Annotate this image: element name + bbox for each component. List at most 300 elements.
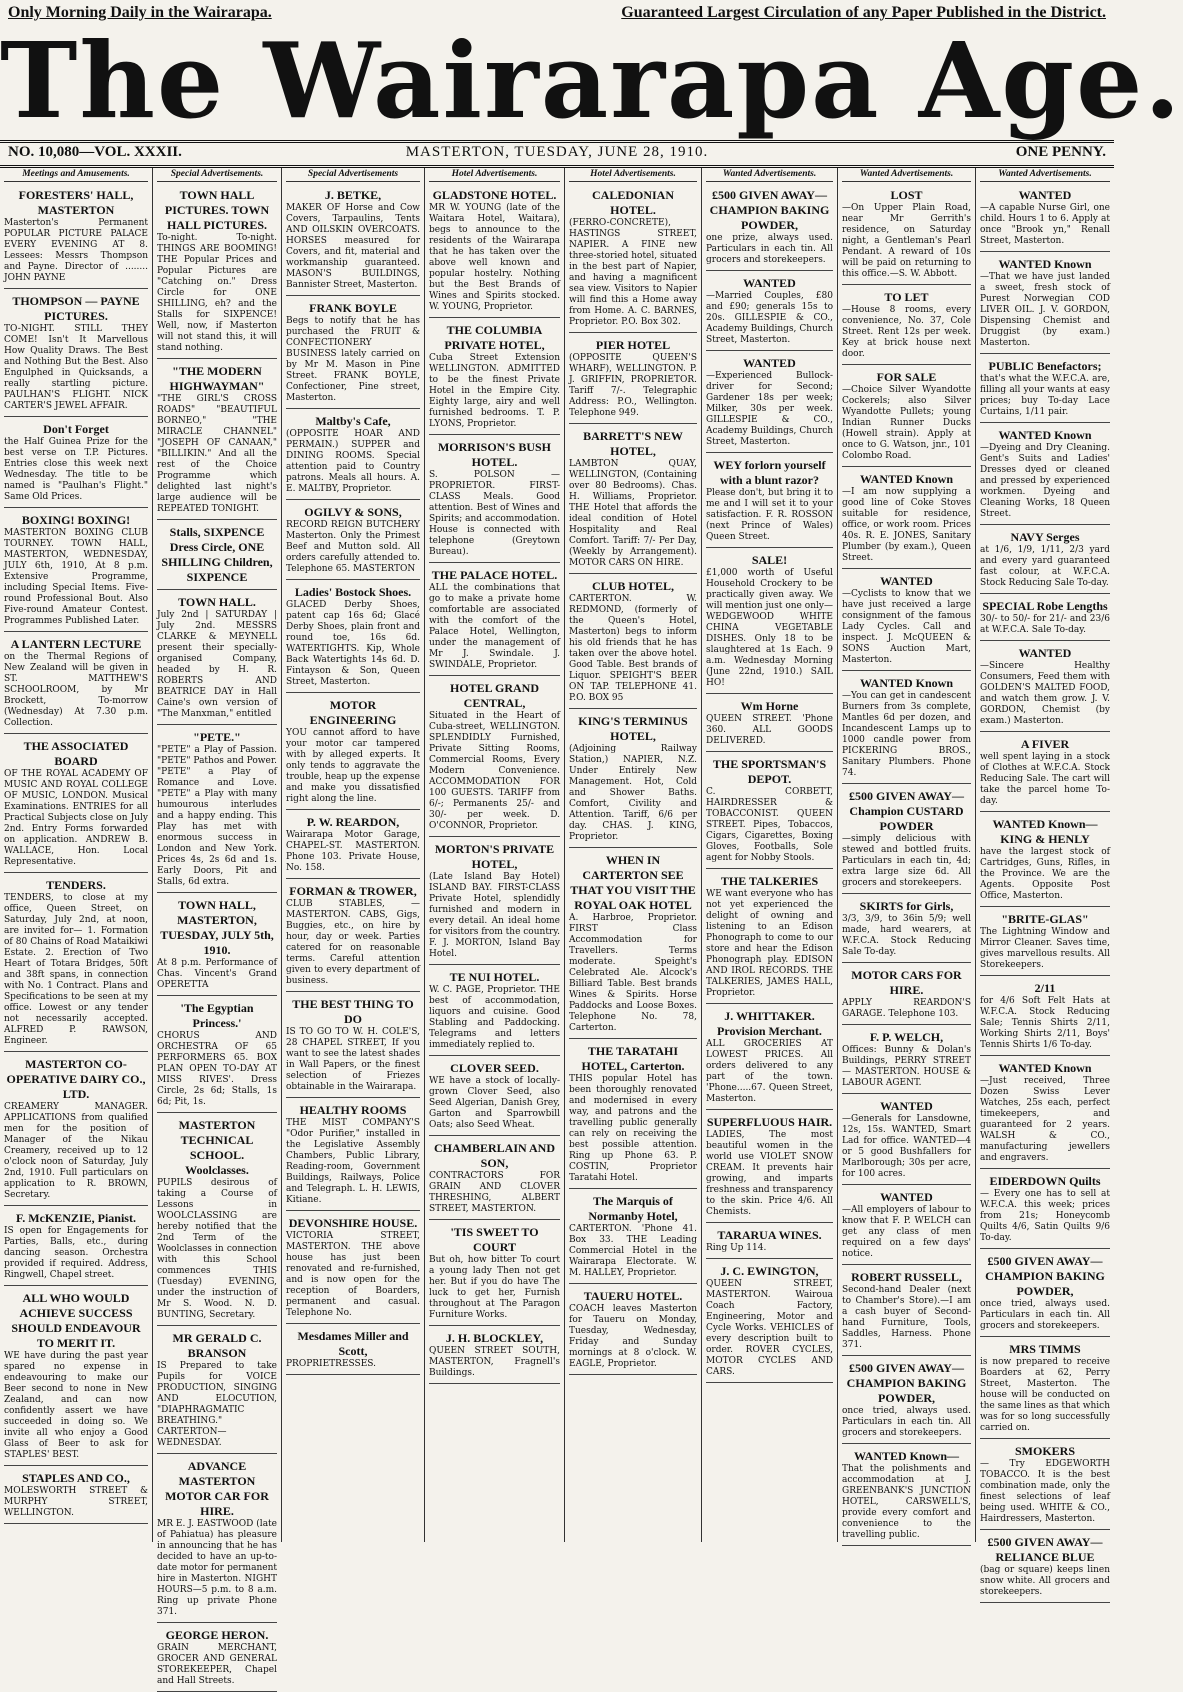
advertisement: [157, 998, 277, 1113]
advertisement-heading: WANTED: [1018, 188, 1072, 202]
advertisement: [4, 634, 148, 734]
advertisement-body: CARTERTON. W. REDMOND, (formerly of the Queen's Hotel, Masterton) begs to inform his old friends that he has taken over the above hotel. Good Table. Best brands of Liquor. SPEIGHT'S BEER ON TAP. TELEPHONE 41. P.O. BOX 95: [569, 594, 697, 703]
advertisement-heading: WANTED Known: [859, 472, 954, 486]
advertisement: [569, 1286, 697, 1375]
advertisement-body: well spent laying in a stock of Clothes at W.F.C.A. Stock Reducing Sale. The cart will take the parcel home To-day.: [980, 752, 1110, 806]
advertisement-heading: THOMPSON — PAYNE PICTURES.: [12, 294, 140, 323]
advertisement-heading: EIDERDOWN Quilts: [989, 1174, 1101, 1188]
column-2: [153, 168, 282, 1686]
advertisement: [157, 1625, 277, 1692]
advertisement: [842, 673, 971, 784]
advertisement: [429, 1138, 560, 1220]
dateline: [0, 140, 1114, 168]
advertisement-body: PROPRIETRESSES.: [286, 1359, 376, 1369]
advertisement-heading: FORMAN & TROWER,: [289, 884, 417, 898]
advertisement: [569, 1041, 697, 1189]
advertisement-body: (bag or square) keeps linen snow white. All grocers and storekeepers.: [980, 1565, 1110, 1597]
advertisement-heading: STAPLES AND CO.,: [22, 1471, 130, 1485]
advertisement-body: —I am now supplying a good line of Coke Stoves suitable for residence, office, or work room. Prices 40s. R. E. JONES, Sanitary Plumber (by exam.), Queen Street.: [842, 487, 971, 563]
advertisement-heading: "PETE.": [193, 730, 241, 744]
column-heading: Hotel Advertisements.: [429, 168, 560, 182]
issue-number: NO. 10,080—VOL. XXXII.: [8, 144, 182, 160]
advertisement-body: 3/3, 3/9, to 36in 5/9; well made, hard wearers, at W.F.C.A. Stock Reducing Sale To-day.: [842, 914, 971, 957]
advertisement-heading: ALL WHO WOULD ACHIEVE SUCCESS SHOULD ENDEAVOUR TO MERIT IT.: [11, 1291, 141, 1350]
advertisement: [706, 1006, 833, 1110]
column-6: [702, 168, 838, 1542]
advertisement: [980, 425, 1110, 525]
advertisement: [286, 582, 420, 693]
advertisement-body: Please don't, but bring it to me and I will set it to your satisfaction. F. R. ROSSON (next Prince of Wales) Queen Street.: [706, 488, 833, 542]
advertisement-body: CLUB STABLES, — MASTERTON. CABS, Gigs, Buggies, etc., on hire by hour, day or week. Parties catered for on reasonable terms. Careful attention given to every department of business.: [286, 899, 420, 986]
advertisement: [842, 571, 971, 671]
advertisement-body: (OPPOSITE HOAR AND PERMAIN.) SUPPER and DINING ROOMS. Special attention paid to Country patrons. Meals all hours. A. E. MALTBY, Proprietor.: [286, 429, 420, 494]
advertisement-body: THIS popular Hotel has been thoroughly renovated and modernised in every way, and patrons and the travelling public generally can rely on receiving the best possible attention. Ring up Phone 63. P. COSTIN, Proprietor Taratahi Hotel.: [569, 1074, 697, 1183]
advertisement-body: YOU cannot afford to have your motor car tampered with by alleged experts. It only tends to aggravate the trouble, heap up the expense and make you dissatisfied right along the line.: [286, 728, 420, 804]
advertisement: [4, 291, 148, 417]
advertisement: [157, 1115, 277, 1326]
advertisement-heading: ROBERT RUSSELL,: [851, 1270, 962, 1284]
advertisement: [4, 185, 148, 289]
advertisement-body: £1,000 worth of Useful Household Crockery to be practically given away. We will mention just one only—WEDGEWOOD WHITE CHINA VEGETABLE DISHES. Only 18 to be slaughtered at 1s Each. 9 a.m. Wednesday Morning (June 22nd, 1910.) SAIL HO!: [706, 568, 833, 688]
advertisement: [4, 1288, 148, 1466]
strapline-right: Guaranteed Largest Circulation of any Paper Published in the District.: [621, 4, 1106, 21]
advertisement-heading: FORESTERS' HALL, MASTERTON: [18, 188, 134, 217]
column-heading: Wanted Advertisements.: [842, 168, 971, 182]
advertisement: [980, 254, 1110, 354]
advertisement-heading: THE COLUMBIA PRIVATE HOTEL,: [444, 323, 545, 352]
advertisement-body: IS TO GO TO W. H. COLE'S, 28 CHAPEL STREET, If you want to see the latest shades in Wall Papers, or the finest selection of Friezes obtainable in the Wairarapa.: [286, 1027, 420, 1092]
advertisement: [706, 871, 833, 1004]
advertisement-heading: Wm Horne: [740, 699, 799, 713]
advertisement: [429, 1058, 560, 1136]
advertisement: [706, 1225, 833, 1259]
advertisement-body: TO-NIGHT. STILL THEY COME! Isn't It Marvellous How Quality Draws. The Best and Nothing But the Best. Also Engulphed in Quicksands, a really startling picture. PAULHAN'S FLIGHT. NICK CARTER'S JEWEL AFFAIR.: [4, 324, 148, 411]
advertisement-heading: £500 GIVEN AWAY—CHAMPION BAKING POWDER,: [846, 1361, 967, 1405]
advertisement-body: APPLY REARDON'S GARAGE. Telephone 103.: [842, 998, 971, 1019]
advertisement: [842, 786, 971, 894]
advertisement-heading: SPECIAL Robe Lengths: [982, 599, 1108, 613]
advertisement: [569, 576, 697, 709]
advertisement-body: THE MIST COMPANY'S "Odor Purifier," installed in the Legislative Assembly Chambers, Public Library, Reading-room, Government Buildings, Railways, Police and Telegraph. L. H. LEWIS, Kitiane.: [286, 1118, 420, 1205]
advertisement-heading: OGILVY & SONS,: [304, 505, 402, 519]
advertisement-body: GLACED Derby Shoes, patent cap 16s 6d; Glacé Derby Shoes, plain front and round toe, 16s 6d. WATERTIGHTS. Kip, Whole Back Watertights 14s 6d. D. Fintayson & Son, Queen Street, Masterton.: [286, 600, 420, 687]
advertisement-body: (Late Island Bay Hotel) ISLAND BAY. FIRST-CLASS Private Hotel, splendidly furnished and modern in every detail. An ideal home for visitors from the country. F. J. MORTON, Island Bay Hotel.: [429, 872, 560, 959]
advertisement-heading: WANTED Known: [998, 1061, 1092, 1075]
advertisement-heading: PIER HOTEL: [595, 338, 671, 352]
column-7: [838, 168, 976, 1542]
advertisement: [4, 1208, 148, 1286]
advertisement-heading: MORRISON'S BUSH HOTEL.: [437, 440, 552, 469]
advertisement-body: A. Harbroe, Proprietor. FIRST Class Accommodation for Travellers. Terms moderate. Speight's Celebrated Ale. Alcock's Billiard Table. Best brands Wines & Spirits. Horse Paddocks and Loose Boxes. Telephone No. 78, Carterton.: [569, 913, 697, 1033]
advertisement-heading: F. P. WELCH,: [869, 1030, 944, 1044]
advertisement-heading: CLOVER SEED.: [450, 1061, 539, 1075]
advertisement-heading: MASTERTON TECHNICAL SCHOOL. Woolclasses.: [178, 1118, 256, 1177]
advertisement-heading: NAVY Serges: [1010, 530, 1080, 544]
advertisement-body: (FERRO-CONCRETE), HASTINGS STREET, NAPIER. A FINE new three-storied hotel, situated in the best part of Napier, and having a magnificent sea view. Visitors to Napier will find this a Home away from Home. A. C. BARNES, Proprietor. P.O. Box 302.: [569, 218, 697, 327]
advertisement: [157, 1456, 277, 1623]
advertisement-body: is now prepared to receive Boarders at 62, Perry Street, Masterton. The house will be conducted on the same lines as that which was for so long successfully carried on.: [980, 1357, 1110, 1433]
advertisement: [980, 596, 1110, 641]
advertisement-body: on the Thermal Regions of New Zealand will be given in ST. MATTHEW'S SCHOOLROOM, by Mr Brockett, To-morrow (Wednesday) At 7.30 p.m. Collection.: [4, 652, 148, 728]
advertisement-body: RECORD REIGN BUTCHERY Masterton. Only the Primest Beef and Mutton sold. All orders carefully attended to. Telephone 65. MASTERTON: [286, 520, 420, 574]
advertisement: [706, 185, 833, 271]
advertisement-body: MOLESWORTH STREET & MURPHY STREET, WELLINGTON.: [4, 1486, 148, 1518]
advertisement: [842, 1267, 971, 1356]
advertisement: [842, 287, 971, 365]
advertisement-body: once tried, always used. Particulars in each tin. All grocers and storekeepers.: [980, 1299, 1110, 1331]
advertisement-body: —All employers of labour to know that F. P. WELCH can get any class of men required on a few days' notice.: [842, 1205, 971, 1259]
advertisement-heading: WHEN IN CARTERTON SEE THAT YOU VISIT THE ROYAL OAK HOTEL: [570, 853, 696, 912]
advertisement-body: one prize, always used. Particulars in each tin. All grocers and storekeepers.: [706, 233, 833, 265]
advertisement-heading: MORTON'S PRIVATE HOTEL,: [434, 842, 555, 871]
advertisement-heading: PUBLIC Benefactors;: [988, 359, 1102, 373]
advertisement-body: 30/- to 50/- for 21/- and 23/6 at W.F.C.A. Sale To-day.: [980, 614, 1110, 635]
advertisement-body: TENDERS, to close at my office, Queen Street, on Saturday, July 2nd, at noon, are invited for— 1. Formation of 80 Chains of Road Mataikiwi Estate. 2. Erection of Two Heart of Totara Bridges, 50ft and 38ft spans, in connection with No. 1 Contract. Plans and Specifications to be seen at my office. Lowest or any tender not necessarily accepted. ALFRED P. RAWSON, Engineer.: [4, 893, 148, 1046]
advertisement-body: QUEEN STREET, MASTERTON. Wairoua Coach Factory, Engineering, Motor and Cycle Works. VEHICLES of every description built to order. ROVER CYCLES, MOTOR CYCLES AND CARS.: [706, 1279, 833, 1377]
advertisement-heading: FRANK BOYLE: [309, 301, 397, 315]
advertisement-body: At 8 p.m. Performance of Chas. Vincent's Grand OPERETTA: [157, 958, 277, 990]
advertisement-body: — Every one has to sell at W.F.C.A. this week; prices from 21s; Honeycomb Quilts 4/6, Satin Quilts 9/6 To-day.: [980, 1189, 1110, 1243]
advertisement: [157, 592, 277, 725]
advertisement: [706, 1261, 833, 1383]
advertisement-body: CREAMERY MANAGER. APPLICATIONS from qualified men for the position of Manager of the Nikau Creamery, received up to 12 o'clock noon of Saturday, July 2nd, 1910. Full particulars on application to R. BROWN, Secretary.: [4, 1102, 148, 1200]
advertisement-body: QUEEN STREET SOUTH, MASTERTON, Fragnell's Buildings.: [429, 1346, 560, 1378]
advertisement: [980, 1171, 1110, 1249]
advertisement: [157, 727, 277, 893]
advertisement-body: OF THE ROYAL ACADEMY OF MUSIC AND ROYAL COLLEGE OF MUSIC, LONDON. Musical Examinations. ENTRIES for all Practical Subjects close on July 2nd. Entry Forms forwarded on application. ANDREW B. WALLACE, Hon. Local Representative.: [4, 769, 148, 867]
advertisement-heading: Ladies' Bostock Shoes.: [294, 585, 412, 599]
column-8: [976, 168, 1114, 1597]
advertisement: [980, 356, 1110, 423]
advertisement-body: Second-hand Dealer (next to Chamber's Store).—I am a cash buyer of Second-hand Furniture, Tools, Saddles, Harness. Phone 371.: [842, 1285, 971, 1350]
advertisement-body: WE want everyone who has not yet experienced the delight of owning and listening to an Edison Phonograph to come to our store and hear the Edison Phonograph play. EDISON AND IROL RECORDS. THE TALKERIES, JAMES HALL, Proprietor.: [706, 889, 833, 998]
advertisement: [157, 522, 277, 590]
advertisement-body: S. POLSON — PROPRIETOR. FIRST-CLASS Meals. Good attention. Best of Wines and Spirits; and accommodation. House is connected with telephone (Greytown Bureau).: [429, 470, 560, 557]
advertisement: [569, 426, 697, 574]
advertisement: [706, 1112, 833, 1223]
advertisement: [706, 353, 833, 453]
advertisement: [286, 411, 420, 500]
advertisement: [286, 1100, 420, 1211]
advertisement-body: the Half Guinea Prize for the best verse on T.P. Pictures. Entries close this week next Wednesday. The title to be named is "Paulhan's Flight." Same Old Prices.: [4, 437, 148, 502]
advertisement: [980, 909, 1110, 976]
advertisement-body: VICTORIA STREET, MASTERTON. THE above house has just been renovated and re-furnished, and is now open for the reception of Boarders, permanent and casual. Telephone No.: [286, 1231, 420, 1318]
advertisement: [286, 298, 420, 409]
advertisement-heading: TENDERS.: [46, 878, 106, 892]
advertisement: [706, 754, 833, 869]
advertisement-body: WE have a stock of locally-grown Clover Seed, also Seed Algerian, Danish Grey, Garton and Sparrowbill Oats; also Seed Wheat.: [429, 1076, 560, 1130]
advertisement: [157, 361, 277, 520]
advertisement: [980, 734, 1110, 812]
advertisement-heading: A LANTERN LECTURE: [10, 637, 142, 651]
advertisement-heading: THE ASSOCIATED BOARD: [23, 739, 129, 768]
advertisement-heading: 'The Egyptian Princess.': [180, 1001, 254, 1030]
advertisement-body: Begs to notify that he has purchased the FRUIT & CONFECTIONERY BUSINESS lately carried on by Mr M. Mason in Pine Street. FRANK BOYLE, Confectioner, Pine street, Masterton.: [286, 316, 420, 403]
columns: [0, 168, 1114, 1686]
column-heading: Wanted Advertisements.: [706, 168, 833, 182]
advertisement: [569, 335, 697, 424]
advertisement-body: —Sincere Healthy Consumers, Feed them with GOLDEN'S MALTED FOOD, and watch them grow. J. V. GORDON, Chemist (by exam.) Masterton.: [980, 661, 1110, 726]
advertisement-heading: SALE!: [751, 553, 788, 567]
advertisement-heading: WANTED Known: [998, 428, 1092, 442]
advertisement-heading: WANTED: [743, 276, 796, 290]
advertisement-body: "THE GIRL'S CROSS ROADS" "BEAUTIFUL BORNEO," "THE MIRACLE CHANNEL" "JOSEPH OF CANAAN," "BILLIKIN." And all the rest of the Choice Programme which delighted last night's large audience will be REPEATED TONIGHT.: [157, 394, 277, 514]
advertisement: [842, 1096, 971, 1185]
advertisement: [842, 469, 971, 569]
advertisement: [569, 185, 697, 333]
advertisement-heading: MOTOR CARS FOR HIRE.: [851, 968, 962, 997]
advertisement-heading: ADVANCE MASTERTON MOTOR CAR FOR HIRE.: [165, 1459, 269, 1518]
advertisement: [980, 1058, 1110, 1169]
advertisement: [429, 1328, 560, 1384]
advertisement-heading: MRS TIMMS: [1009, 1342, 1081, 1356]
advertisement-body: CONTRACTORS FOR GRAIN AND CLOVER THRESHING, ALBERT STREET, MASTERTON.: [429, 1171, 560, 1214]
advertisement: [842, 185, 971, 285]
advertisement: [429, 437, 560, 563]
advertisement-body: MAKER OF Horse and Cow Covers, Tarpaulins, Tents AND OILSKIN OVERCOATS. HORSES measured for Covers, and fit, material and workmanship guaranteed. MASON'S BUILDINGS, Bannister Street, Masterton.: [286, 203, 420, 290]
advertisement-heading: TOWN HALL PICTURES. TOWN HALL PICTURES.: [164, 188, 270, 232]
advertisement: [157, 1328, 277, 1454]
advertisement-heading: LOST: [890, 188, 923, 202]
column-heading: Special Advertisements.: [157, 168, 277, 182]
advertisement-body: QUEEN STREET. 'Phone 360. ALL GOODS DELIVERED.: [706, 714, 833, 746]
advertisement-body: —Just received, Three Dozen Swiss Lever Watches, 25s each, perfect timekeepers, and guaranteed for 2 years. WALSH & CO., manufacturing jewellers and engravers.: [980, 1076, 1110, 1163]
advertisement-body: CHORUS AND ORCHESTRA OF 65 PERFORMERS 65. BOX PLAN OPEN TO-DAY AT MISS RIVES'. Dress Circle, 2s 6d; Stalls, 1s 6d; Pit, 1s.: [157, 1031, 277, 1107]
advertisement: [706, 455, 833, 548]
advertisement-body: Cuba Street Extension WELLINGTON. ADMITTED to be the finest Private Hotel in the Empire City. Eighty large, airy and well furnished bedrooms. T. P. LYONS, Proprietor.: [429, 353, 560, 429]
column-heading: Hotel Advertisements.: [569, 168, 697, 182]
advertisement-body: ALL the combinations that go to make a private home comfortable are associated with the comfort of the Palace Hotel, Wellington, under the management of Mr J. Swindale. J. SWINDALE, Proprietor.: [429, 583, 560, 670]
advertisement-body: —You can get in candescent Burners from 3s complete, Mantles 6d per dozen, and Incandescent Lamps up to 1000 candle power from PICKERING BROS., Sanitary Plumbers. Phone 74.: [842, 691, 971, 778]
advertisement-body: That the polishments and accommodation at J. GREENBANK'S JUNCTION HOTEL, CARSWELL'S, provide every comfort and convenience to the travelling public.: [842, 1464, 971, 1540]
advertisement-heading: MOTOR ENGINEERING: [309, 698, 397, 727]
advertisement-body: Masterton's Permanent POPULAR PICTURE PALACE EVERY EVENING AT 8. Lessees: Messrs Thompson and Payne. Director of ........ JOHN PAYNE: [4, 218, 148, 283]
advertisement-heading: P. W. REARDON,: [306, 815, 400, 829]
advertisement: [569, 1191, 697, 1284]
advertisement-heading: F. McKENZIE, Pianist.: [16, 1211, 136, 1225]
advertisement-heading: THE SPORTSMAN'S DEPOT.: [712, 757, 827, 786]
advertisement-heading: TE NUI HOTEL.: [449, 970, 540, 984]
advertisement-heading: WANTED: [743, 356, 796, 370]
advertisement-body: —Married Couples, £80 and £90; generals 15s to 20s. GILLESPIE & CO., Academy Buildings, Church Street, Masterton.: [706, 291, 833, 345]
advertisement-heading: Mesdames Miller and Scott,: [297, 1329, 409, 1358]
advertisement: [706, 550, 833, 694]
advertisement-body: that's what the W.F.C.A. are, filling all your wants at easy prices; buy To-day Lace Curtains, 1/11 pair.: [980, 374, 1110, 417]
advertisement-heading: TO LET: [884, 290, 929, 304]
advertisement-body: IS Prepared to take Pupils for VOICE PRODUCTION, SINGING AND ELOCUTION, "DIAPHRAGMATIC BREATHING." CARTERTON—WEDNESDAY.: [157, 1361, 277, 1448]
advertisement-heading: KING'S TERMINUS HOTEL,: [578, 714, 688, 743]
advertisement: [980, 1532, 1110, 1603]
advertisement: [980, 643, 1110, 732]
advertisement: [286, 1213, 420, 1324]
advertisement-body: —House 8 rooms, every convenience, No. 37, Cole Street. Rent 12s per week. Key at brick house next door.: [842, 305, 971, 359]
advertisement-heading: WANTED: [880, 1190, 933, 1204]
advertisement-heading: TOWN HALL.: [178, 595, 256, 609]
advertisement-body: — Try EDGEWORTH TOBACCO. It is the best combination made, only the finest selections of leaf being used. WHITE & CO., Hairdressers, Masterton.: [980, 1459, 1110, 1524]
advertisement: [429, 565, 560, 676]
advertisement-body: have the largest stock of Cartridges, Guns, Rifles, in the Province. We are the Agents. Opposite Post Office, Masterton.: [980, 847, 1110, 901]
advertisement-heading: THE PALACE HOTEL.: [431, 568, 558, 582]
advertisement: [4, 1468, 148, 1524]
advertisement: [842, 965, 971, 1025]
advertisement-body: Offices: Bunny & Dolan's Buildings, PERRY STREET — MASTERTON. HOUSE & LABOUR AGENT.: [842, 1045, 971, 1088]
place-date: MASTERTON, TUESDAY, JUNE 28, 1910.: [405, 144, 709, 160]
advertisement-body: ALL GROCERIES AT LOWEST PRICES. All orders delivered to any part of the town. 'Phone.....67. Queen Street, Masterton.: [706, 1039, 833, 1104]
advertisement-body: MR W. YOUNG (late of the Waitara Hotel, Waitara), begs to announce to the residents of the Wairarapa that he has taken over the above well known and popular hostelry. Nothing but the Best Brands of Wines and Spirits stocked. W. YOUNG, Proprietor.: [429, 203, 560, 312]
advertisement-heading: SKIRTS for Girls,: [859, 899, 954, 913]
advertisement: [4, 1054, 148, 1206]
advertisement-body: MR E. J. EASTWOOD (late of Pahiatua) has pleasure in announcing that he has decided to have an up-to-date motor for permanent hire in Masterton. NIGHT HOURS—5 p.m. to 8 a.m. Ring up private Phone 371.: [157, 1519, 277, 1617]
column-3: [282, 168, 425, 1542]
masthead-title: The Wairarapa Age.: [0, 19, 1183, 142]
advertisement-body: —Choice Silver Wyandotte Cockerels; also Silver Wyandotte Pullets; young Indian Runner Ducks (Howell strain). Apply at once to G. Watson, jnr., 101 Colombo Road.: [842, 385, 971, 461]
advertisement-heading: £500 GIVEN AWAY—RELIANCE BLUE: [987, 1535, 1103, 1564]
advertisement-body: GRAIN MERCHANT, GROCER AND GENERAL STOREKEEPER, Chapel and Hall Streets.: [157, 1643, 277, 1686]
advertisement-heading: CALEDONIAN HOTEL.: [591, 188, 674, 217]
advertisement-heading: "THE MODERN HIGHWAYMAN": [169, 364, 265, 393]
advertisement-body: CARTERTON. 'Phone 41. Box 33. THE Leading Commercial Hotel in the Wairarapa Electorate. W. M. HALLEY, Proprietor.: [569, 1224, 697, 1278]
advertisement: [842, 367, 971, 467]
advertisement-heading: Don't Forget: [43, 422, 109, 436]
advertisement-body: COACH leaves Masterton for Taueru on Monday, Tuesday, Wednesday, Friday and Sunday mornings at 8 o'clock. W. EAGLE, Proprietor.: [569, 1304, 697, 1369]
advertisement-heading: 2/11: [1034, 981, 1056, 995]
advertisement-heading: WANTED: [880, 574, 933, 588]
advertisement: [980, 1339, 1110, 1439]
advertisement: [980, 1251, 1110, 1337]
advertisement-heading: MR GERALD C. BRANSON: [172, 1331, 262, 1360]
advertisement: [429, 678, 560, 837]
advertisement: [4, 875, 148, 1052]
advertisement-body: LAMBTON QUAY, WELLINGTON, (Containing over 80 Bedrooms). Chas. H. Williams, Proprietor. THE Hotel that affords the ideal condition of Hotel Hospitality and Real Comfort. Tariff: 7/- Per Day, (Weekly by Arrangement). MOTOR CARS ON HIRE.: [569, 459, 697, 568]
advertisement-body: The Lightning Window and Mirror Cleaner. Saves time, gives marvellous results. All Storekeepers.: [980, 927, 1110, 970]
advertisement-heading: WANTED Known—: [853, 1449, 960, 1463]
advertisement: [429, 185, 560, 318]
advertisement: [4, 736, 148, 873]
advertisement-body: MASTERTON BOXING CLUB TOURNEY. TOWN HALL, MASTERTON, WEDNESDAY, JULY 6th, 1910, At 8 p.m. Extensive Programme, including Special Items. Five-round Professional Bout. Also Five-round Amateur Contest. Programmes Published Later.: [4, 528, 148, 626]
advertisement: [842, 896, 971, 963]
advertisement-heading: Maltby's Cafe,: [315, 414, 391, 428]
advertisement-body: once tried, always used. Particulars in each tin. All grocers and storekeepers.: [842, 1406, 971, 1438]
advertisement-body: PUPILS desirous of taking a Course of Lessons in WOOLCLASSING are hereby notified that the 2nd Term of the Woolclasses in connection with this School commences THIS (Tuesday) EVENING, under the instruction of Mr S. Wood. N. D. BUNTING, Secretary.: [157, 1178, 277, 1320]
advertisement: [286, 695, 420, 810]
advertisement-body: —On Upper Plain Road, near Mr Gerrith's residence, on Saturday night, a Gentleman's Pearl Pendant. A reward of 10s will be paid on returning to this office.—S. W. Abbott.: [842, 203, 971, 279]
advertisement: [980, 978, 1110, 1056]
advertisement: [157, 895, 277, 996]
issue-price: ONE PENNY.: [1015, 144, 1106, 160]
advertisement-heading: 'TIS SWEET TO COURT: [450, 1225, 539, 1254]
advertisement: [429, 1222, 560, 1326]
advertisement-body: at 1/6, 1/9, 1/11, 2/3 yard and every yard guaranteed fast colour, at W.F.C.A. Stock Reducing Sale To-day.: [980, 545, 1110, 588]
advertisement: [980, 185, 1110, 252]
advertisement-heading: TOWN HALL, MASTERTON, TUESDAY, JULY 5th, 1910.: [160, 898, 274, 957]
advertisement-heading: WANTED Known: [998, 257, 1092, 271]
advertisement-heading: "BRITE-GLAS": [1001, 912, 1089, 926]
advertisement-heading: SMOKERS: [1014, 1444, 1075, 1458]
advertisement: [980, 527, 1110, 594]
advertisement-heading: BOXING! BOXING!: [21, 513, 131, 527]
advertisement: [286, 502, 420, 580]
advertisement-heading: SUPERFLUOUS HAIR.: [706, 1115, 833, 1129]
advertisement-body: —Generals for Lansdowne, 12s, 15s. WANTED, Smart Lad for office. WANTED—4 or 5 good Bushfallers for Marlborough; 30s per acre, for 100 acres.: [842, 1114, 971, 1179]
advertisement: [429, 320, 560, 435]
advertisement: [569, 850, 697, 1039]
advertisement: [842, 1358, 971, 1444]
advertisement-heading: GEORGE HERON.: [165, 1628, 269, 1642]
advertisement-heading: HEALTHY ROOMS: [299, 1103, 407, 1117]
advertisement-heading: J. BETKE,: [324, 188, 382, 202]
advertisement-heading: WEY forlorn yourself with a blunt razor?: [713, 458, 826, 487]
advertisement-heading: THE BEST THING TO DO: [292, 997, 414, 1026]
advertisement-body: Ring Up 114.: [706, 1243, 767, 1253]
advertisement-body: To-night. To-night. THINGS ARE BOOMING! THE Popular Prices and Popular Pictures are "Catching on." Dress Circle for ONE SHILLING, eh? and the Stalls for SIXPENCE! Well, now, if Masterton will not stand this, it will stand nothing.: [157, 233, 277, 353]
advertisement-heading: J. C. EWINGTON,: [720, 1264, 819, 1278]
advertisement-heading: J. H. BLOCKLEY,: [445, 1331, 544, 1345]
advertisement-heading: £500 GIVEN AWAY—CHAMPION BAKING POWDER,: [985, 1254, 1105, 1298]
advertisement-body: W. C. PAGE, Proprietor. THE best of accommodation, liquors and cuisine. Good Stabling and Paddocking. Telegrams and letters immediately replied to.: [429, 985, 560, 1050]
advertisement-heading: J. WHITTAKER. Provision Merchant.: [717, 1009, 822, 1038]
strapline-left: Only Morning Daily in the Wairarapa.: [8, 4, 272, 21]
advertisement-body: —Cyclists to know that we have just received a large consignment of the famous Lady Cycles. Call and inspect. J. McQUEEN & SONS Auction Mart, Masterton.: [842, 589, 971, 665]
advertisement-heading: CHAMBERLAIN AND SON,: [433, 1141, 555, 1170]
column-5: [565, 168, 702, 1542]
advertisement-heading: GLADSTONE HOTEL.: [432, 188, 557, 202]
advertisement: [706, 696, 833, 752]
advertisement-body: LADIES, The most beautiful women in the world use VIOLET SNOW CREAM. It prevents hair growing, and imparts freshness and transparency to the skin. Price 4/6. All Chemists.: [706, 1130, 833, 1217]
advertisement-heading: TARARUA WINES.: [717, 1228, 822, 1242]
advertisement: [286, 1326, 420, 1375]
advertisement-heading: BARRETT'S NEW HOTEL,: [583, 429, 683, 458]
advertisement-heading: A FIVER: [1020, 737, 1070, 751]
advertisement-heading: THE TARATAHI HOTEL, Carterton.: [581, 1044, 685, 1073]
advertisement-body: (OPPOSITE QUEEN'S WHARF), WELLINGTON. P. J. GRIFFIN, PROPRIETOR. Tariff 7/-. Telegraphic Address: P.O., Wellington. Telephone 949.: [569, 353, 697, 418]
advertisement: [286, 812, 420, 879]
advertisement: [286, 185, 420, 296]
advertisement-body: —Dyeing and Dry Cleaning. Gent's Suits and Ladies' Dresses dyed or cleaned and pressed by experienced workmen. Dyeing and Cleaning Works, 18 Queen Street.: [980, 443, 1110, 519]
advertisement-body: Situated in the Heart of Cuba-street, WELLINGTON. SPLENDIDLY Furnished, Private Sitting Rooms, Commercial Rooms, Every Modern Convenience. ACCOMMODATION FOR 100 GUESTS. TARIFF from 6/-; Permanents 25/- and 30/- per week. D. O'CONNOR, Proprietor.: [429, 711, 560, 831]
advertisement-body: C. CORBETT, HAIRDRESSER & TOBACCONIST. QUEEN STREET. Pipes, Tobaccos, Cigars, Cigarettes, Boxing Gloves, Footballs, Sole agent for Nobby Stools.: [706, 787, 833, 863]
advertisement-body: —simply delicious with stewed and bottled fruits. Particulars in each tin, 4d; extra large size 6d. All grocers and storekeepers.: [842, 834, 971, 888]
advertisement-body: (Adjoining Railway Station,) NAPIER, N.Z. Under Entirely New Management. Hot, Cold and Shower Baths. Comfort, Civility and Attention. Tariff, 6/6 per day. CHAS. J. KING, Proprietor.: [569, 744, 697, 842]
advertisement-body: But oh, how bitter To court a young lady Then not get her. But if you do have The luck to get her, Furnish throughout at The Paragon Furniture Works.: [429, 1255, 560, 1320]
advertisement-heading: Stalls, SIXPENCE Dress Circle, ONE SHILLING Children, SIXPENCE: [161, 525, 273, 584]
column-4: [425, 168, 565, 1542]
column-1: [0, 168, 153, 1542]
column-heading: Wanted Advertisements.: [980, 168, 1110, 182]
advertisement-body: —Experienced Bullock-driver for Second; Gardener 18s per week; Milker, 30s per week. GILLESPIE & CO., Academy Buildings, Church Street, Masterton.: [706, 371, 833, 447]
masthead: [0, 19, 1183, 142]
advertisement: [157, 185, 277, 359]
advertisement-heading: MASTERTON CO-OPERATIVE DAIRY CO., LTD.: [6, 1057, 146, 1101]
advertisement-heading: WANTED: [1018, 646, 1072, 660]
column-heading: Special Advertisements: [286, 168, 420, 182]
advertisement: [706, 273, 833, 351]
advertisement: [980, 1441, 1110, 1530]
advertisement: [980, 814, 1110, 907]
advertisement-heading: WANTED Known: [859, 676, 954, 690]
advertisement: [286, 994, 420, 1098]
advertisement-body: Wairarapa Motor Garage, CHAPEL-ST. MASTERTON. Phone 103. Private House, No. 158.: [286, 830, 420, 873]
advertisement: [569, 711, 697, 848]
advertisement-body: IS open for Engagements for Parties, Balls, etc., during dancing season. Orchestra provided if required. Address, Ringwell, Chapel street.: [4, 1226, 148, 1280]
advertisement-body: —That we have just landed a sweet, fresh stock of Purest Norwegian COD LIVER OIL. J. V. GORDON, Dispensing Chemist and Druggist (by exam.) Masterton.: [980, 272, 1110, 348]
advertisement-heading: £500 GIVEN AWAY—CHAMPION BAKING POWDER,: [709, 188, 830, 232]
advertisement-body: July 2nd | SATURDAY | July 2nd. MESSRS CLARKE & MEYNELL present their specially-organised Company, headed by H. R. ROBERTS AND BEATRICE DAY in Hall Caine's own version of "The Manxman," entitled: [157, 610, 277, 719]
advertisement: [842, 1446, 971, 1546]
advertisement-heading: WANTED: [880, 1099, 933, 1113]
advertisement-body: WE have during the past year spared no expense in endeavouring to make our Beer second to none in New Zealand, and can now confidently assert we have succeeded in doing so. We invite all who enjoy a Good Glass of Beer to ask for STAPLES' BEST.: [4, 1351, 148, 1460]
advertisement-body: for 4/6 Soft Felt Hats at W.F.C.A. Stock Reducing Sale; Tennis Shirts 2/11, Working Shirts 2/11, Boys' Tennis Shirts 1/6 To-day.: [980, 996, 1110, 1050]
advertisement-heading: CLUB HOTEL,: [591, 579, 675, 593]
